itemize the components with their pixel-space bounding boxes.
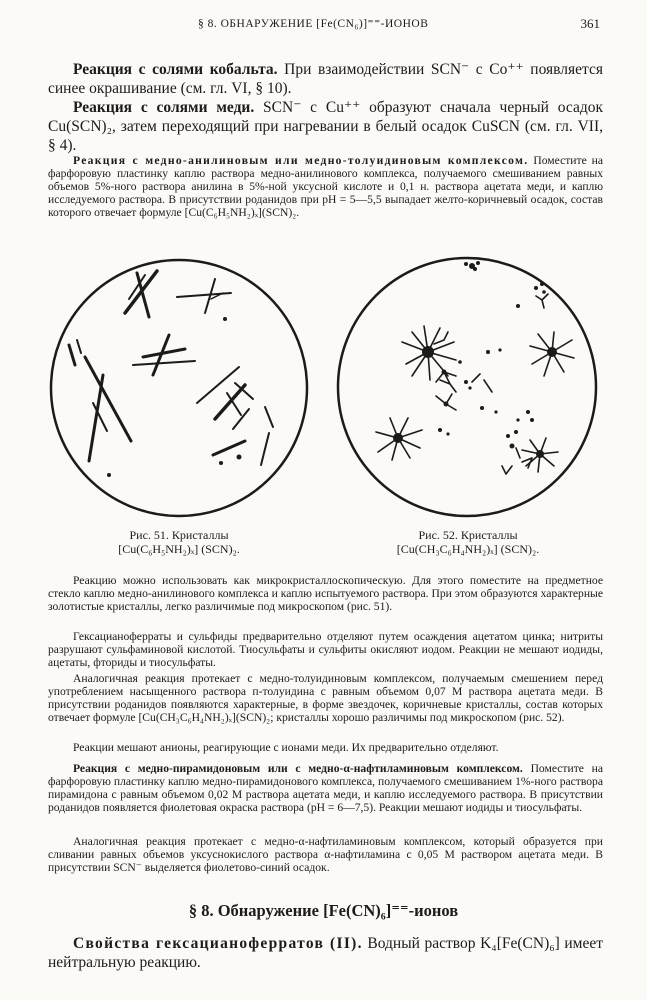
- copper-text: SCN⁻ с Cu⁺⁺ образуют сначала черный осадок Cu(SCN)₂, затем переходящий при нагревании в белый осадок CuSCN (см. гл. VII, § 4).: [48, 99, 604, 154]
- header-title: § 8. ОБНАРУЖЕНИЕ [Fe(CN₆)]⁼⁼-ИОНОВ: [198, 18, 429, 30]
- interference-paragraph: Гексацианоферраты и сульфиды предварительно отделяют путем осаждения ацетатом цинка; нитриты разрушают сульфаминовой кислотой. Тиосульфаты и сульфиты окисляют иодом. Реакции не мешают иодиды, ацетаты, фториды и тиосульфаты.: [48, 630, 603, 670]
- properties-heading: Свойства гексацианоферратов (II).: [73, 935, 363, 952]
- figure-51-caption-line1: Рис. 51. Кристаллы: [129, 528, 229, 542]
- cobalt-reaction-paragraph: [48, 60, 603, 98]
- figure-51-crystals-image: [45, 255, 313, 521]
- pyramidone-paragraph: [48, 762, 603, 814]
- cobalt-heading: Реакция с солями кобальта.: [73, 61, 278, 78]
- naphthylamine-paragraph: Аналогичная реакция протекает с медно-α-нафтиламиновым комплексом, который образуется при сливании равных объемов уксуснокислого раствора α-нафтиламина с 0,05 М раствором ацетата меди. В присутствии SCN⁻ выделяется фиолетово-синий осадок.: [48, 835, 603, 875]
- cobalt-text: При взаимодействии SCN⁻ с Co⁺⁺ появляется синее окрашивание (см. гл. VI, § 10).: [48, 61, 604, 97]
- microcrystal-paragraph: Реакцию можно использовать как микрокристаллоскопическую. Для этого поместите на предметное стекло каплю медно-анилинового комплекса и каплю испытуемого раствора. При этом образуются характерные золотистые кристаллы, легко различимые под микроскопом (рис. 51).: [48, 574, 603, 614]
- figure-51-caption: [49, 528, 309, 556]
- figure-52-crystals-image: [332, 252, 602, 522]
- pyramidone-heading: Реакция с медно-пирамидоновым или с медно-α-нафтиламиновым комплексом.: [73, 762, 523, 775]
- properties-paragraph: [48, 934, 603, 972]
- page-number: 361: [580, 16, 600, 31]
- aniline-heading: Реакция с медно-анилиновым или медно-толуидиновым комплексом.: [73, 154, 529, 167]
- figure-52-caption: [338, 528, 598, 556]
- section-heading: § 8. Обнаружение [Fe(CN)₆]⁼⁼-ионов: [188, 901, 459, 920]
- figure-52-caption-line1: Рис. 52. Кристаллы: [418, 528, 518, 542]
- pyramidone-text: Поместите на фарфоровую пластинку каплю медно-пирамидонового комплекса, получаемого смешиванием 1%-ного раствора пирамидона с равным объемом 0,02 М раствора ацетата меди, и каплю исследуемого раствора. В присутствии роданидов появляется фиолетовая окраска раствора (pH = 6—7,5). Реакции мешают иодиды и тиосульфаты.: [48, 762, 603, 815]
- anion-interference-paragraph: Реакции мешают анионы, реагирующие с ионами меди. Их предварительно отделяют.: [73, 741, 499, 754]
- running-header: [48, 16, 600, 36]
- aniline-text: Поместите на фарфоровую пластинку каплю раствора медно-анилинового комплекса, получаемого смешиванием равных объемов 5%-ного раствора анилина в 5%-ной уксусной кислоте и 0,1 н. раствора ацетата меди, и каплю исследуемого раствора. В присутствии роданидов при pH = 5—5,5 выпадает желто-коричневый осадок, состав которого отвечает формуле [Cu(C₆H₅NH₂)ₓ](SCN)₂.: [48, 154, 603, 220]
- copper-reaction-paragraph: [48, 98, 603, 155]
- copper-heading: Реакция с солями меди.: [73, 99, 255, 116]
- aniline-paragraph: [48, 154, 603, 219]
- toluidine-paragraph: Аналогичная реакция протекает с медно-толуидиновым комплексом, получаемым смешением перед употреблением насыщенного раствора п-толуидина с равным объемом 0,07 М раствора ацетата меди. В присутствии роданидов появляются характерные, в форме звездочек, коричневые кристаллы, состав которых отвечает формуле [Cu(CH₃C₆H₄NH₂)ₓ](SCN)₂; кристаллы хорошо различимы под микроскопом (рис. 52).: [48, 672, 603, 725]
- figure-51-caption-line2: [Cu(C₆H₅NH₂)ₓ] (SCN)₂.: [118, 542, 240, 556]
- figure-52-caption-line2: [Cu(CH₃C₆H₄NH₂)ₓ] (SCN)₂.: [396, 542, 540, 556]
- properties-text: Водный раствор K₄[Fe(CN)₆] имеет нейтральную реакцию.: [48, 935, 604, 971]
